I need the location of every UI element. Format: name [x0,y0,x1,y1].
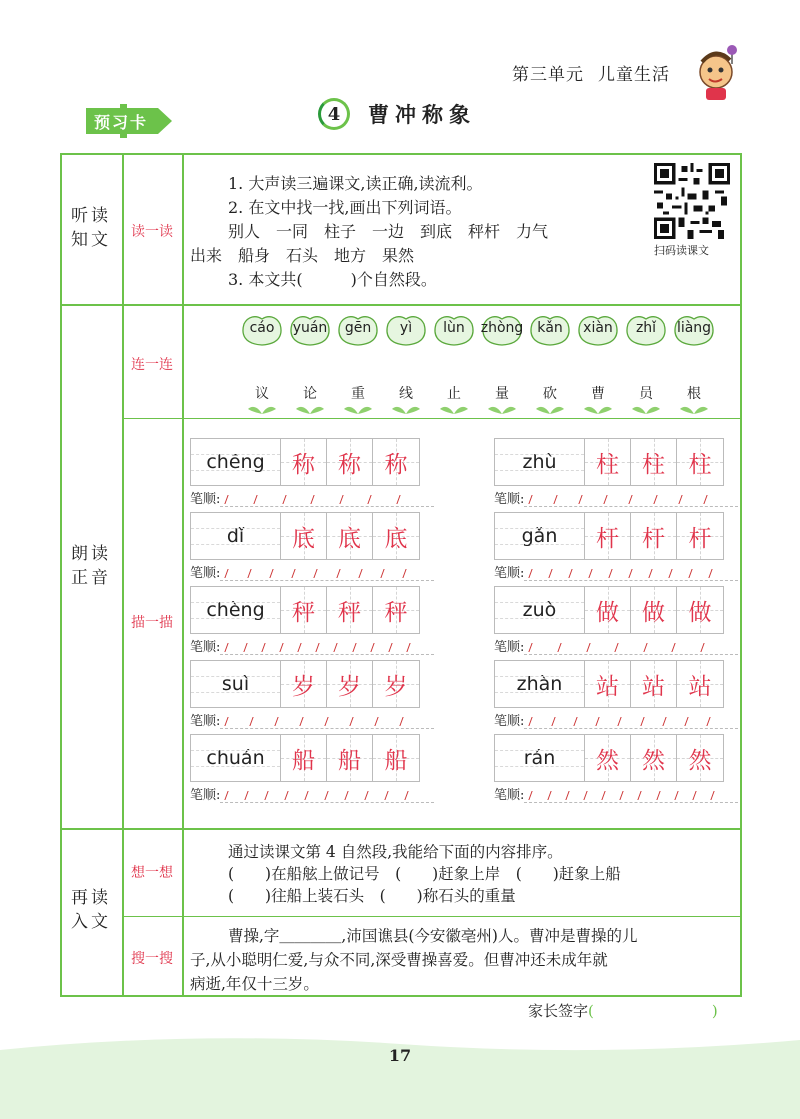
search-text-line2: 子,从小聪明仁爱,与众不同,深受曹操喜爱。但曹冲还未成年就 [190,951,608,969]
trace-label: 描一描 [131,615,173,631]
trace-character: 杆 [688,525,712,552]
char-trace-cell[interactable] [631,735,677,781]
char-trace-cell[interactable] [281,513,327,559]
char-trace-cell[interactable] [677,661,723,707]
stroke-order-label: 笔顺: [494,640,525,655]
trace-character: 岁 [384,673,408,700]
char-pinyin: zuò [495,587,585,633]
pinyin-text: cáo [249,320,275,336]
char-pinyin: dǐ [191,513,281,559]
char-trace-cell[interactable] [631,439,677,485]
unit-theme: 儿童生活 [598,65,670,85]
pinyin-text: liàng [676,320,712,336]
char-pinyin: rán [495,735,585,781]
pinyin-leaf[interactable] [336,314,380,346]
trace-character: 岁 [292,673,315,700]
hanzi-sprout[interactable] [624,383,668,417]
pinyin-leaf[interactable] [576,314,620,346]
stroke-order-label: 笔顺: [190,640,221,655]
hanzi-text: 砍 [543,386,557,402]
pinyin-text: yuán [292,320,328,336]
parent-signature-open: ( [588,1002,594,1020]
section2-label [60,542,122,590]
char-pinyin: zhàn [495,661,585,707]
char-trace-cell[interactable] [585,661,631,707]
hanzi-sprout[interactable] [480,383,524,417]
trace-character: 岁 [338,673,361,700]
hanzi-text: 量 [495,386,509,402]
pinyin-leaf[interactable] [288,314,332,346]
pinyin-leaf[interactable] [240,314,284,346]
char-trace-cell[interactable] [327,439,373,485]
trace-character: 站 [688,673,712,700]
trace-character: 船 [338,747,361,774]
think-options-row2[interactable]: ( )往船上装石头 ( )称石头的重量 [228,887,516,905]
char-trace-cell[interactable] [373,735,419,781]
char-writing-box[interactable] [494,512,724,560]
search-text-line1: 曹操,字＿＿＿＿,沛国谯县(今安徽亳州)人。曹冲是曹操的儿 [228,927,638,945]
char-pinyin: chēng [191,439,281,485]
trace-character: 称 [292,451,315,478]
trace-character: 秤 [384,599,408,626]
stroke-order-strokes [524,567,738,581]
trace-character: 然 [596,747,619,774]
char-trace-cell[interactable] [585,513,631,559]
hanzi-sprout[interactable] [432,383,476,417]
search-label: 搜一搜 [131,951,173,967]
footer-wave [0,1030,800,1119]
char-writing-box[interactable] [190,660,420,708]
lesson-title: 曹冲称象 [368,102,476,127]
pinyin-leaf[interactable] [480,314,524,346]
read-instruction-3: 3. 本文共( )个自然段。 [228,270,437,289]
trace-character: 做 [688,599,712,626]
pinyin-text: zhǐ [635,320,657,336]
word-list-line2: 出来 船身 石头 地方 果然 [190,246,415,265]
char-trace-cell[interactable] [327,735,373,781]
trace-character: 柱 [642,451,665,478]
trace-character: 然 [688,747,712,774]
stroke-order [190,786,434,806]
hanzi-text: 议 [255,386,269,402]
section3-label-line2: 入文 [71,912,111,932]
char-writing-box[interactable] [494,734,724,782]
pinyin-text: kǎn [537,320,563,336]
char-trace-cell[interactable] [585,439,631,485]
hanzi-sprout[interactable] [384,383,428,417]
char-pinyin: chuán [191,735,281,781]
unit-name: 第三单元 [512,65,584,85]
char-trace-cell[interactable] [281,735,327,781]
char-trace-cell[interactable] [631,513,677,559]
connect-label: 连一连 [131,357,173,373]
char-writing-box[interactable] [494,586,724,634]
stroke-order-strokes [220,567,434,581]
stroke-order-label: 笔顺: [190,788,221,803]
trace-character: 底 [292,525,315,552]
char-pinyin: gǎn [495,513,585,559]
section2-label-line1: 朗读 [71,544,111,564]
hanzi-sprout[interactable] [672,383,716,417]
pinyin-text: yì [399,320,413,336]
stroke-order [190,564,434,584]
trace-character: 然 [642,747,665,774]
stroke-order-label: 笔顺: [190,492,221,507]
trace-character: 柱 [596,451,619,478]
word-list-line1: 别人 一同 柱子 一边 到底 秤杆 力气 [228,222,549,241]
char-writing-box[interactable] [190,438,420,486]
qr-code-icon[interactable] [654,163,730,239]
trace-character: 站 [642,673,665,700]
stroke-order [494,638,738,658]
stroke-order [190,490,434,510]
stroke-order-label: 笔顺: [494,566,525,581]
char-trace-cell[interactable] [281,439,327,485]
read-instruction-2: 2. 在文中找一找,画出下列词语。 [228,198,462,217]
trace-character: 杆 [642,525,665,552]
trace-character: 称 [384,451,408,478]
char-trace-cell[interactable] [677,735,723,781]
trace-character: 船 [384,747,408,774]
trace-character: 做 [642,599,665,626]
hanzi-text: 止 [447,386,461,402]
stroke-order [190,712,434,732]
char-trace-cell[interactable] [677,587,723,633]
char-trace-cell[interactable] [373,661,419,707]
char-trace-cell[interactable] [373,439,419,485]
read-label: 读一读 [131,224,173,240]
stroke-order-strokes [220,789,434,803]
char-writing-box[interactable] [494,660,724,708]
trace-character: 秤 [292,599,315,626]
stroke-order-label: 笔顺: [494,492,525,507]
char-trace-cell[interactable] [677,513,723,559]
pinyin-text: gēn [344,320,372,336]
section2-label-line2: 正音 [71,568,111,588]
stroke-order-strokes [524,493,738,507]
section2-divider [60,828,742,830]
stroke-order [494,564,738,584]
pinyin-text: zhòng [480,320,524,336]
char-trace-cell[interactable] [281,661,327,707]
stroke-order-strokes [524,789,738,803]
hanzi-sprout[interactable] [528,383,572,417]
lesson-title-block [318,96,476,132]
trace-character: 柱 [688,451,712,478]
trace-character: 站 [596,673,619,700]
parent-signature-close: ) [711,1002,718,1020]
section1-divider [60,304,742,306]
sublabel-column-divider [182,153,184,997]
pinyin-leaf[interactable] [672,314,716,346]
char-writing-box[interactable] [190,512,420,560]
stroke-order-strokes [220,715,434,729]
hanzi-text: 线 [399,386,413,402]
lesson-number: 4 [318,98,350,130]
preview-card-tag [84,104,176,138]
think-divider [122,916,742,917]
section3-label-line1: 再读 [71,888,111,908]
mascot-icon [694,44,742,104]
stroke-order-strokes [524,715,738,729]
char-trace-cell[interactable] [373,513,419,559]
read-instruction-1: 1. 大声读三遍课文,读正确,读流利。 [228,174,483,193]
pinyin-leaf[interactable] [432,314,476,346]
stroke-order-label: 笔顺: [190,714,221,729]
preview-card-label: 预习卡 [94,113,149,132]
hanzi-text: 根 [687,386,701,402]
char-pinyin: zhù [495,439,585,485]
trace-character: 船 [292,747,315,774]
page-number: 17 [388,1046,412,1065]
pinyin-text: xiàn [583,320,613,336]
pinyin-text: lùn [443,320,465,336]
char-trace-cell[interactable] [585,735,631,781]
trace-character: 底 [384,525,408,552]
stroke-order-label: 笔顺: [494,714,525,729]
stroke-order-strokes [524,641,738,655]
hanzi-text: 曹 [591,386,605,402]
stroke-order [190,638,434,658]
pinyin-leaf[interactable] [528,314,572,346]
hanzi-text: 重 [351,386,365,402]
hanzi-text: 员 [639,386,653,402]
think-options-row1[interactable]: ( )在船舷上做记号 ( )赶象上岸 ( )赶象上船 [228,865,621,883]
section1-label [60,204,122,252]
stroke-order-label: 笔顺: [494,788,525,803]
hanzi-text: 论 [303,386,317,402]
trace-character: 杆 [596,525,619,552]
parent-signature [528,1000,718,1021]
char-trace-cell[interactable] [373,587,419,633]
parent-signature-label: 家长签字 [528,1002,589,1020]
stroke-order-strokes [220,641,434,655]
stroke-order-strokes [220,493,434,507]
stroke-order-label: 笔顺: [190,566,221,581]
search-text-line3: 病逝,年仅十三岁。 [190,975,319,993]
stroke-order [494,786,738,806]
hanzi-sprout[interactable] [336,383,380,417]
hanzi-sprout[interactable] [240,383,284,417]
think-label: 想一想 [131,865,173,881]
section1-label-line2: 知文 [71,230,111,250]
char-writing-box[interactable] [494,438,724,486]
hanzi-sprout[interactable] [288,383,332,417]
char-trace-cell[interactable] [631,587,677,633]
hanzi-sprout[interactable] [576,383,620,417]
trace-character: 秤 [338,599,361,626]
char-trace-cell[interactable] [327,661,373,707]
char-trace-cell[interactable] [281,587,327,633]
connect-divider [122,418,742,419]
trace-character: 称 [338,451,361,478]
char-writing-box[interactable] [190,586,420,634]
unit-heading [512,60,670,85]
think-instruction: 通过读课文第 4 自然段,我能给下面的内容排序。 [228,843,563,861]
section3-label [60,886,122,934]
stroke-order [494,490,738,510]
char-trace-cell[interactable] [327,513,373,559]
char-trace-cell[interactable] [585,587,631,633]
trace-character: 做 [596,599,619,626]
pinyin-leaf[interactable] [624,314,668,346]
stroke-order [494,712,738,732]
char-trace-cell[interactable] [677,439,723,485]
char-trace-cell[interactable] [631,661,677,707]
pinyin-leaf[interactable] [384,314,428,346]
section1-label-line1: 听读 [71,206,111,226]
char-trace-cell[interactable] [327,587,373,633]
trace-character: 底 [338,525,361,552]
char-pinyin: suì [191,661,281,707]
char-pinyin: chèng [191,587,281,633]
char-writing-box[interactable] [190,734,420,782]
qr-code-label: 扫码读课文 [654,244,709,257]
